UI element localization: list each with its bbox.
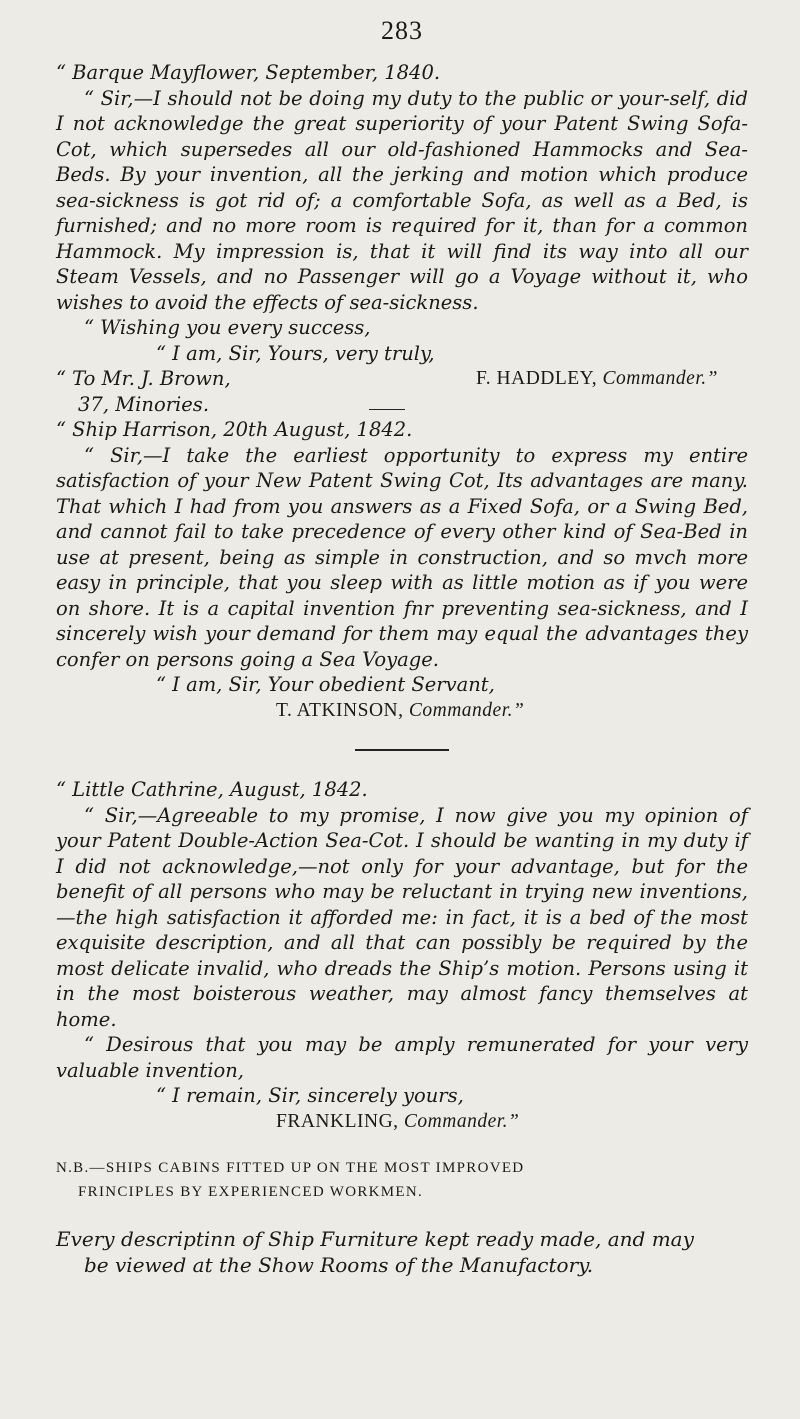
letter-closing: “ I remain, Sir, sincerely yours, bbox=[156, 1084, 464, 1107]
short-rule bbox=[369, 409, 405, 410]
signature-name: F. HADDLEY, bbox=[476, 368, 598, 389]
signature-role: Commander.” bbox=[602, 368, 718, 389]
letter-body: “ Sir,—I should not be doing my duty to the public or your-self, did I not acknowledge the great superiority of your Patent Swing Sofa-Cot, which supersedes all our old-fashioned Hammocks and Sea-Beds. By your invention, all the jerking and motion which produce sea-sickness is got rid of; a comfortable Sofa, as well as a Bed, is furnished; and no more room is required for it, than for a common Hammock. My impression is, that it will find its way into all our Steam Vessels, and no Passenger will go a Voyage without it, who wishes to avoid the effects of sea-sickness. bbox=[56, 86, 748, 314]
letter-wish: “ Wishing you every success, bbox=[84, 316, 371, 339]
letter-dateline: “ Barque Mayflower, September, 1840. bbox=[56, 61, 441, 84]
closing-notice-line-2: be viewed at the Show Rooms of the Manufactory. bbox=[84, 1253, 594, 1277]
letter-body-2: “ Desirous that you may be amply remunerated for your very valuable invention, bbox=[56, 1033, 748, 1082]
signature bbox=[56, 698, 748, 724]
letter-haddley bbox=[56, 60, 748, 417]
letter-body: “ Sir,—I take the earliest opportunity to express my entire satisfaction of your New Patent Swing Cot, Its advantages are many. That which I had from you answers as a Fixed Sofa, or a Swing Bed, and cannot fail to take precedence of every other kind of Sea-Bed in use at present, being as simple in construction, and so mvch more easy in principle, that you sleep with as little motion as if you were on shore. It is a capital invention fnr preventing sea-sickness, and I sincerely wish your demand for them may equal the advantages they confer on persons going a Sea Voyage. bbox=[56, 443, 748, 671]
signature bbox=[476, 366, 748, 392]
notice-line-1: N.B.—SHIPS CABINS FITTED UP ON THE MOST IMPROVED bbox=[56, 1160, 525, 1176]
addressee-row bbox=[56, 366, 748, 392]
section-divider bbox=[355, 749, 449, 751]
signature-name: T. ATKINSON, bbox=[276, 699, 404, 721]
address: 37, Minories. bbox=[78, 392, 210, 416]
notice-line-2: FRINCIPLES BY EXPERIENCED WORKMEN. bbox=[78, 1184, 424, 1200]
letter-closing: “ I am, Sir, Yours, very truly, bbox=[156, 341, 435, 365]
letter-closing: “ I am, Sir, Your obedient Servant, bbox=[156, 673, 495, 696]
signature-role: Commander.” bbox=[403, 1110, 520, 1132]
addressee: “ To Mr. J. Brown, bbox=[56, 367, 231, 390]
signature bbox=[56, 1109, 748, 1135]
letter-dateline: “ Ship Harrison, 20th August, 1842. bbox=[56, 418, 413, 441]
closing-notice-line-1: Every descriptinn of Ship Furniture kept ready made, and may bbox=[56, 1227, 694, 1251]
signature-name: FRANKLING, bbox=[276, 1110, 399, 1132]
closing-notice bbox=[56, 1226, 748, 1278]
letter-body: “ Sir,—Agreeable to my promise, I now give you my opinion of your Patent Double-Action Sea-Cot. I should be wanting in my duty if I did not acknowledge,—not only for your advantage, but for the benefit of all persons who may be reluctant in trying new inventions,—the high satisfaction it afforded me: in fact, it is a bed of the most exquisite description, and all that can possibly be required by the most delicate invalid, who dreads the Ship’s motion. Persons using it in the most boisterous weather, may almost fancy themselves at home. bbox=[56, 803, 748, 1031]
letter-frankling bbox=[56, 777, 748, 1134]
letter-atkinson bbox=[56, 417, 748, 723]
letter-dateline: “ Little Cathrine, August, 1842. bbox=[56, 778, 368, 801]
address-row bbox=[56, 392, 748, 418]
signature-role: Commander.” bbox=[408, 699, 525, 721]
notice bbox=[56, 1156, 748, 1204]
page-number: 283 bbox=[381, 16, 423, 45]
